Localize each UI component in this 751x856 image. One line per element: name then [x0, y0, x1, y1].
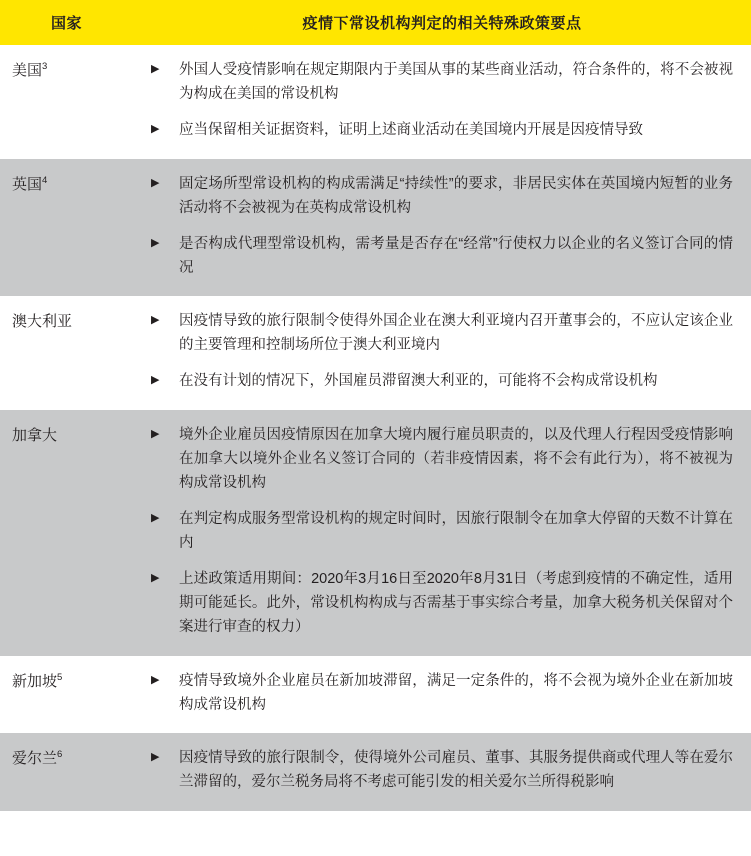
policy-point	[143, 670, 733, 718]
policy-cell	[133, 45, 751, 159]
country-name: 新加坡	[12, 672, 58, 690]
table-row	[0, 159, 751, 297]
policy-point-text: 因疫情导致的旅行限制令使得外国企业在澳大利亚境内召开董事会的，不应认定该企业的主要管理和控制场所位于澳大利亚境内	[179, 313, 733, 354]
policy-point-text: 疫情导致境外企业雇员在新加坡滞留，满足一定条件的，将不会视为境外企业在新加坡构成常设机构	[179, 672, 733, 713]
policy-point-text: 上述政策适用期间：2020年3月16日至2020年8月31日（考虑到疫情的不确定性，适用期可能延长。此外，常设机构构成与否需基于事实综合考量，加拿大税务机关保留对个案进行审查的权力）	[179, 570, 733, 635]
policy-point-list	[143, 173, 733, 281]
country-cell	[0, 159, 133, 297]
header-country: 国家	[0, 0, 133, 45]
policy-point-text: 在没有计划的情况下，外国雇员滞留澳大利亚的，可能将不会构成常设机构	[179, 373, 658, 390]
triangle-bullet-icon: ▶	[151, 374, 160, 387]
policy-point-list	[143, 747, 733, 795]
policy-cell	[133, 733, 751, 811]
policy-point-text: 应当保留相关证据资料，证明上述商业活动在美国境内开展是因疫情导致	[179, 121, 643, 138]
policy-cell	[133, 296, 751, 410]
table-body	[0, 45, 751, 811]
table-row	[0, 296, 751, 410]
policy-point-list	[143, 670, 733, 718]
country-cell	[0, 45, 133, 159]
policy-point	[143, 424, 733, 496]
policy-point-list	[143, 59, 733, 143]
footnote-marker: 4	[42, 174, 48, 186]
policy-point	[143, 233, 733, 281]
triangle-bullet-icon: ▶	[151, 314, 160, 327]
policy-point	[143, 173, 733, 221]
policy-point	[143, 59, 733, 107]
policy-cell	[133, 656, 751, 734]
policy-point-text: 因疫情导致的旅行限制令，使得境外公司雇员、董事、其服务提供商或代理人等在爱尔兰滞留的，爱尔兰税务局将不考虑可能引发的相关爱尔兰所得税影响	[179, 750, 733, 791]
table-row	[0, 656, 751, 734]
country-cell	[0, 656, 133, 734]
policy-point-text: 外国人受疫情影响在规定期限内于美国从事的某些商业活动，符合条件的，将不会被视为构成在美国的常设机构	[179, 62, 733, 102]
header-policy: 疫情下常设机构判定的相关特殊政策要点	[133, 0, 751, 45]
footnote-marker: 3	[42, 61, 48, 72]
header-row	[0, 0, 751, 45]
policy-point	[143, 747, 733, 795]
country-name: 英国	[12, 175, 43, 193]
triangle-bullet-icon: ▶	[151, 428, 160, 441]
policy-point	[143, 568, 733, 640]
country-name: 澳大利亚	[12, 313, 73, 331]
policy-point-text: 固定场所型常设机构的构成需满足“持续性”的要求，非居民实体在英国境内短暂的业务活动将不会被视为在英构成常设机构	[179, 175, 733, 216]
policy-point	[143, 119, 733, 143]
country-cell	[0, 410, 133, 655]
triangle-bullet-icon: ▶	[151, 673, 160, 686]
triangle-bullet-icon: ▶	[151, 511, 160, 524]
footnote-marker: 5	[57, 671, 63, 683]
triangle-bullet-icon: ▶	[151, 236, 160, 249]
country-name: 美国	[12, 62, 43, 79]
country-cell	[0, 733, 133, 811]
triangle-bullet-icon: ▶	[151, 751, 160, 764]
policy-cell	[133, 159, 751, 297]
triangle-bullet-icon: ▶	[151, 571, 160, 584]
policy-point	[143, 508, 733, 556]
policy-point-list	[143, 424, 733, 639]
policy-point-text: 境外企业雇员因疫情原因在加拿大境内履行雇员职责的，以及代理人行程因受疫情影响在加拿大以境外企业名义签订合同的（若非疫情因素，将不会有此行为），将不被视为构成常设机构	[179, 427, 733, 492]
policy-point-list	[143, 310, 733, 394]
table-row	[0, 733, 751, 811]
table-header	[0, 0, 751, 45]
policy-point	[143, 370, 733, 394]
triangle-bullet-icon: ▶	[151, 122, 160, 135]
policy-point-text: 在判定构成服务型常设机构的规定时间时，因旅行限制令在加拿大停留的天数不计算在内	[179, 510, 733, 551]
country-name: 加拿大	[12, 427, 58, 445]
triangle-bullet-icon: ▶	[151, 63, 160, 75]
footnote-marker: 6	[57, 749, 63, 761]
country-cell	[0, 296, 133, 410]
country-name: 爱尔兰	[12, 750, 58, 768]
triangle-bullet-icon: ▶	[151, 176, 160, 189]
table-row	[0, 410, 751, 655]
policy-point	[143, 310, 733, 358]
table-row	[0, 45, 751, 159]
policy-cell	[133, 410, 751, 655]
policy-point-text: 是否构成代理型常设机构，需考量是否存在“经常”行使权力以企业的名义签订合同的情况	[179, 235, 733, 276]
